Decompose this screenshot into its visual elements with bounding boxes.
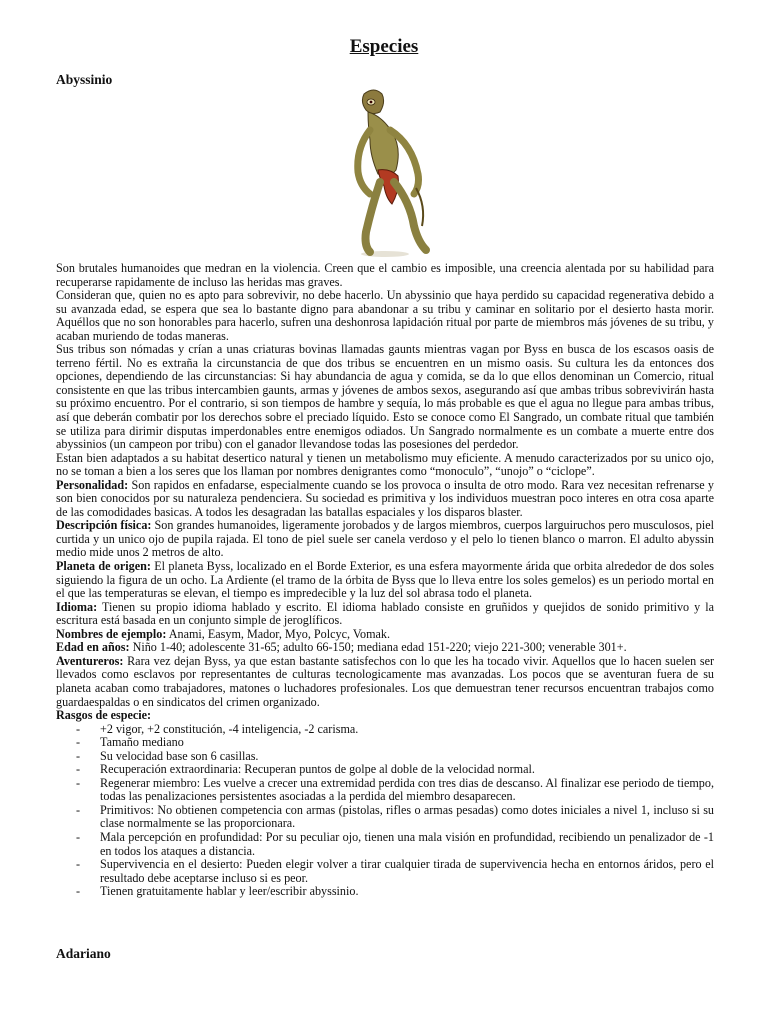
list-item: - Tienen gratuitamente hablar y leer/escribir abyssinio. xyxy=(56,885,714,899)
list-item: - Primitivos: No obtienen competencia con armas (pistolas, rifles o armas pesadas) como dotes iniciales a nivel 1, incluso si su clase normalmente se las proporcionara. xyxy=(56,804,714,831)
field-text: Anami, Easym, Mador, Myo, Polcyc, Vomak. xyxy=(166,626,391,641)
traits-heading xyxy=(56,709,714,723)
field-descripcion-fisica xyxy=(56,519,714,560)
field-text: Son rapidos en enfadarse, especialmente cuando se los provoca o insulta de otro modo. Rara vez necesitan refrenarse y son bien conocidos por su naturaleza pendenciera. Su sociedad es primitiva y los individuos muestran poco interes en otra cosa aparte de las comodidades basicas. A todos les desagradan las batallas espaciales y los disparos blaster. xyxy=(56,477,714,519)
page-title: Especies xyxy=(349,36,419,57)
field-label: Idioma: xyxy=(56,599,98,614)
field-text: Tienen su propio idioma hablado y escrito. El idioma hablado consiste en gruñidos y quejidos de sonido primitivo y la escritura está basada en un conjunto simple de jeroglíficos. xyxy=(56,599,714,628)
creature-illustration-icon xyxy=(330,86,440,258)
paragraph: Son brutales humanoides que medran en la violencia. Creen que el cambio es imposible, una creencia alentada por su habilidad para recuperarse rapidamente de incluso las heridas mas graves. xyxy=(56,261,714,289)
list-item: - Mala percepción en profundidad: Por su peculiar ojo, tienen una mala visión en profundidad, recibiendo un penalizador de -1 en todos los ataques a distancia. xyxy=(56,831,714,858)
section-heading-adariano: Adariano xyxy=(56,946,111,961)
field-label: Descripción física: xyxy=(56,518,152,533)
field-personalidad xyxy=(56,479,714,520)
field-text: Son grandes humanoides, ligeramente jorobados y de largos miembros, cuerpos larguiruchos pero musculosos, piel curtida y un unico ojo de pupila rajada. El tono de piel suele ser canela verdoso y el pelo lo tienen blanco o marron. El adulto abyssin medio mide unos 2 metros de alto. xyxy=(56,518,714,560)
field-label: Nombres de ejemplo: xyxy=(56,626,167,641)
list-item: - +2 vigor, +2 constitución, -4 inteligencia, -2 carisma. xyxy=(56,723,714,737)
field-text: El planeta Byss, localizado en el Borde Exterior, es una esfera mayormente árida que orbita alrededor de dos soles siguiendo la figura de un ocho. La Ardiente (el tramo de la órbita de Byss que lo lleva entre los soles gemelos) es un periodo mortal en el que las temperaturas se elevan, el tiempo es impredecible y la luz del sol abrasa todo el planeta. xyxy=(56,559,714,601)
field-idioma xyxy=(56,601,714,628)
field-label: Aventureros: xyxy=(56,653,124,668)
list-item: - Regenerar miembro: Les vuelve a crecer una extremidad perdida con tres dias de descanso. Al finalizar ese periodo de tiempo, todas las penalizaciones persistentes asociadas a la perdida del miembro desaparecen. xyxy=(56,777,714,804)
field-planeta-de-origen xyxy=(56,560,714,601)
field-label: Planeta de origen: xyxy=(56,559,151,574)
list-item: - Tamaño mediano xyxy=(56,736,714,750)
paragraph: Estan bien adaptados a su habitat desertico natural y tienen un metabolismo muy eficiente. A menudo caracterizados por su unico ojo, no se toman a bien a los seres que los llaman por nombres denigrantes como “monoculo”, “unojo” o “ciclope”. xyxy=(56,450,714,479)
paragraph: Consideran que, quien no es apto para sobrevivir, no debe hacerlo. Un abyssinio que haya perdido su capacidad regenerativa debido a su avanzada edad, se espera que sea lo bastante digno para abandonar a su tribu y caminar en solitario por el desierto hasta morir. Aquéllos que no son honorables para hacerlo, sufren una deshonrosa lapidación ritual por parte de miembros más jóvenes de su tribu, y acaban muriendo de todas maneras. xyxy=(56,288,714,343)
species-text xyxy=(56,262,714,899)
field-nombres xyxy=(56,628,714,642)
paragraph: Sus tribus son nómadas y crían a unas criaturas bovinas llamadas gaunts mientras vagan por Byss en busca de los escasos oasis de terreno fértil. No es extraña la circunstancia de que dos tribus se encuentren en un mismo oasis. Su cultura les da entonces dos opciones, dependiendo de las circunstancias: Si hay abundancia de agua y comida, se da lo que ellos denominan un Comercio, ritual consistente en que las tribus intercambien gaunts, armas y jóvenes de ambos sexos, asegurando así que ambas tribus sobrevivirán hasta su próximo encuentro. Por el contrario, si son tiempos de hambre y sequía, lo más probable es que el agua no llegue para ambas tribus, así que deberán combatir por los derechos sobre el preciado líquido. Esto se conoce como El Sangrado, un combate ritual que también se utiliza para dirimir disputas imperdonables entre enemigos odiados. Un Sangrado normalmente es un combate a muerte entre dos abyssinios (un campeon por tribu) con el ganador llevandose todas las posesiones del perdedor. xyxy=(56,342,714,452)
field-aventureros xyxy=(56,655,714,709)
section-heading-abyssinio: Abyssinio xyxy=(56,72,113,87)
field-edad xyxy=(56,641,714,655)
traits-label: Rasgos de especie: xyxy=(56,708,152,723)
field-label: Edad en años: xyxy=(56,640,130,655)
list-item: - Supervivencia en el desierto: Pueden elegir volver a tirar cualquier tirada de supervivencia hecha en entornos áridos, pero el resultado debe aceptarse incluso si es peor. xyxy=(56,858,714,885)
list-item: - Su velocidad base son 6 casillas. xyxy=(56,750,714,764)
field-text: Niño 1-40; adolescente 31-65; adulto 66-150; mediana edad 151-220; viejo 221-300; venerable 301+. xyxy=(129,640,627,655)
list-item: - Recuperación extraordinaria: Recuperan puntos de golpe al doble de la velocidad normal. xyxy=(56,763,714,777)
field-text: Rara vez dejan Byss, ya que estan bastante satisfechos con lo que les ha tocado vivir. Aquellos que lo hacen suelen ser llevados como esclavos por representantes de culturas tecnologicamente mas avanzadas. Los pocos que se aventuran fuera de su planeta acaban como trabajadores, matones o luchadores profesionales. Los que demuestran tener recursos encuentran trabajos como guardaespaldas o en sindicatos del crimen organizado. xyxy=(56,653,714,709)
traits-list xyxy=(56,723,714,899)
field-label: Personalidad: xyxy=(56,477,129,492)
